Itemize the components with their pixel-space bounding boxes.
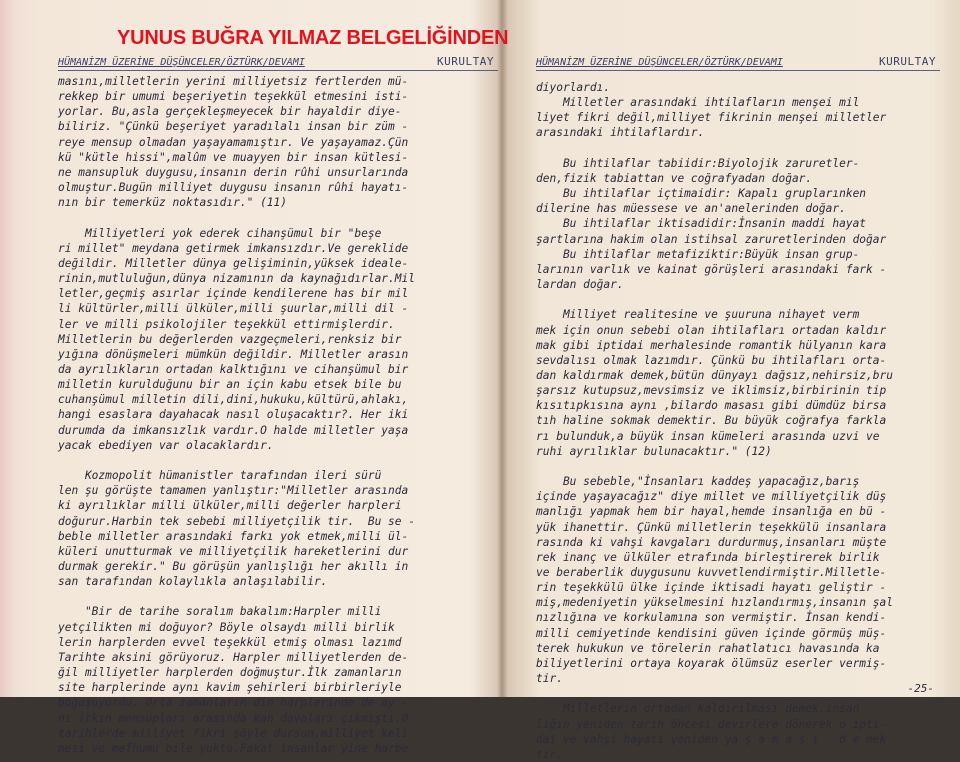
page-number: -25- xyxy=(907,682,934,695)
archive-watermark: YUNUS BUĞRA YILMAZ BELGELİĞİNDEN xyxy=(117,27,509,49)
left-body-text: masını,milletlerin yerini milliyetsiz fertlerden mü- rekkep bir umumi beşeriyetin teşekkül etmesini isti- yorlar. Bu,asla gerçekleşmeyecek bir hayaldir diye- biliriz. "Çünkü beşeriyet yaradılalı insan bir züm - reye mensup olmadan yaşayamamıştır. Ve yaşayamaz.Çün kü "kütle hissi",malûm ve muayyen bir insan kütlesi- ne mansupluk duygusu,insanın derin rûhi unsurlarında olmuştur.Bugün milliyet duygusu insanın rûhi hayatı- nın bir temerküz noktasıdır." (11) Milliyetleri yok ederek cihanşümul bir "beşe ri millet" meydana getirmek imkansızdır.Ve gereklide değildir. Milletler dünya gelişiminin,yüksek ideale- rinin,mutluluğun,dünya nizamının da kaynağıdırlar.Mil letler,geçmiş asırlar içinde kendilerene has bir mil li kültürler,milli ülküler,milli şuurlar,milli dil - ler ve milli psikolojiler teşekkül ettirmişlerdir. Milletlerin bu değerlerden vazgeçmeleri,renksiz bir yığına dönüşmeleri mümkün değildir. Milletler arasın da ayrılıkların ortadan kalktığını ve cihanşümul bir milletin kurulduğunu bir an için kabu etsek bile bu cuhanşümul milletin dili,dini,hukuku,kültürü,ahlakı, hangi esaslara dayahacak nasıl oluşacaktır?. Her iki durumda da imkansızlık vardır.O halde milletler yaşa yacak ebediyen var olacaklardır. Kozmopolit hümanistler tarafından ileri sürü len şu görüşte tamamen yanlıştır:"Milletler arasında ki ayrılıklar milli ülküler,milli değerler harpleri doğurur.Harbin tek sebebi milliyetçilik tir. Bu se - beble milletler arasındaki farkı yok etmek,milli ül- küleri unutturmak ve milliyetçilik hareketlerini dur durmak gerekir." Bu görüşün yanlışlığı her akıllı in san tarafından kolaylıkla anlaşılabilir. "Bir de tarihe soralım bakalım:Harpler milli yetçilikten mi doğuyor? Böyle olsaydı milli birlik lerin harplerden evvel teşekkül etmiş olması lazımd Tarihte aksini görüyoruz. Harpler milliyetlerden de- ğil milliyetler harplerden doğmuştur.İlk zamanların site harplerinde aynı kavim şehirleri birbirleriyle boğuşuyordu. Orta zamanların din harplerinde de ay - nı irkın mensupları arasında kan davaları çıkmıştı.O tarihlerde milliyet fikri şöyle dursun,milliyet keli mesi ve mefhumu bile yoktu.Fakat insanlar yine harbe xyxy=(58,75,415,755)
left-page xyxy=(58,0,498,755)
right-page xyxy=(536,0,940,761)
right-header-brand: KURULTAY xyxy=(879,55,936,68)
right-running-header xyxy=(536,52,940,71)
right-body-text: diyorlardı. Milletler arasındaki ihtilafların menşei mil liyet fikri değil,milliyet fikrinin menşei milletler arasındaki ihtilaflardır. Bu ihtilaflar tabiidir:Biyolojik zaruretler- den,fizik tabiattan ve coğrafyadan doğar. Bu ihtilaflar içtimaidir: Kapalı gruplarınken dilerine has müessese ve an'anelerinden doğar. Bu ihtilaflar iktisadidir:İnsanin maddi hayat şartlarına hakim olan istihsal zaruretlerinden doğar Bu ihtilaflar metafiziktir:Büyük insan grup- larının varlık ve kainat görüşleri arasındaki fark - lardan doğar. Milliyet realitesine ve şuuruna nihayet verm mek için onun sebebi olan ihtilafları ortadan kaldır mak gibi iptidai merhalesinde romantik hülyanın kara sevdalısı olmak lazımdır. Çünkü bu ihtilafları orta- dan kaldırmak demek,bütün dünyayı dağsız,nehirsiz,bru şarsız kutupsuz,mevsimsiz ve iklimsiz,birbirinin tip kısıtıpkısına aynı ,bilardo masası gibi dümdüz birsa tıh haline sokmak demektir. Bu büyük coğrafya farkla rı bulunduk,a büyük insan kümeleri arasında uzvi ve ruhi ayrılıklar bulunacaktır." (12) Bu sebeble,"İnsanları kaddeş yapacağız,barış içinde yaşayacağız" diye millet ve milliyetçilik düş manlığı yapmak hem bir hayal,hemde insanlığa en bü - yük ihanettir. Çünkü milletlerin teşekkülü insanlara rasında ki vahşi kavgaları durdurmuş,insanları müşte rek inanç ve ülküler etrafında birleştirerek birlik ve beraberlik duygusunu kuvvetlendirmiştir.Milletle- rin teşekkülü ülke içinde iktisadi hayatı geliştir - miş,medeniyetin yükselmesini hızlandırmış,insanın şal nızlığına ve korkulamına son vermiştir. İnsan kendi- milli cemiyetinde kendisini güven içinde görmüş müş- terek hukukun ve törelerin rahatlatıcı havasında ka biliyetlerini ortaya koyarak ölümsüz eserler vermiş- tir. Milletlerin ortadan kaldırılması demek,insan lığın yeniden tarih öncesi devirlere dönerek o ipti- dai ve vahşi hayatı yeniden ya ş a m a s ı d e mek tir. xyxy=(536,81,893,761)
right-header-series: HÜMANİZM ÜZERİNE DÜŞÜNCELER/ÖZTÜRK/DEVAMI xyxy=(536,57,783,68)
left-header-brand: KURULTAY xyxy=(437,55,494,68)
left-running-header xyxy=(58,52,498,71)
left-header-series: HÜMANİZM ÜZERİNE DÜŞÜNCELER/ÖZTÜRK/DEVAMI xyxy=(58,57,305,68)
